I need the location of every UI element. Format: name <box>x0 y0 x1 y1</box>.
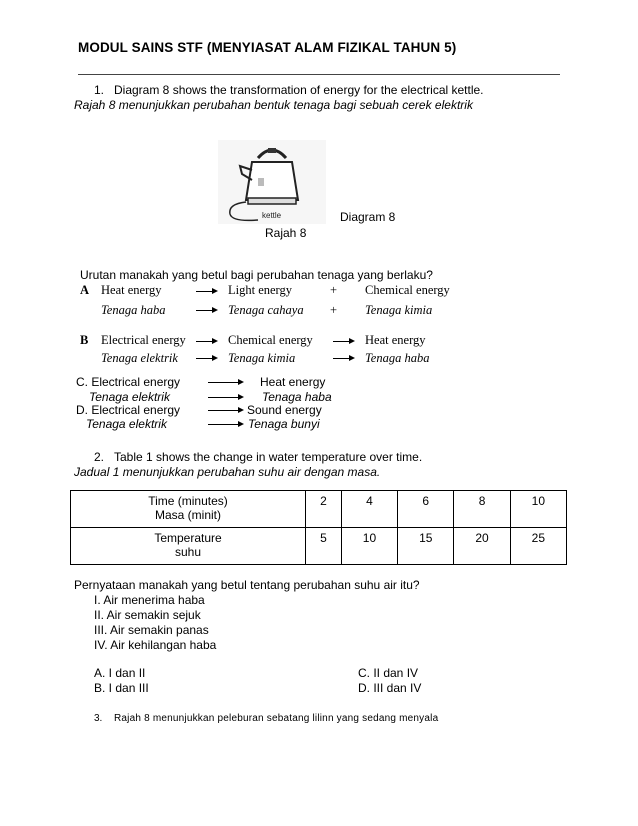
option-b-letter: B <box>80 333 89 347</box>
answer-c: C. II dan IV <box>358 666 419 680</box>
arrow-icon <box>208 424 242 425</box>
arrow-icon <box>196 310 216 311</box>
option-a-energy-1: Heat energy <box>101 283 162 297</box>
answer-b: B. I dan III <box>94 681 149 695</box>
diagram-caption-en: Diagram 8 <box>340 210 396 224</box>
answer-a: A. I dan II <box>94 666 146 680</box>
table-cell: 10 <box>510 491 566 528</box>
q1-number: 1. <box>94 83 105 97</box>
time-label-en: Time (minutes) <box>148 494 228 508</box>
time-label-ms: Masa (minit) <box>154 508 221 522</box>
q1-prompt: Urutan manakah yang betul bagi perubahan tenaga yang berlaku? <box>80 268 433 282</box>
table-cell: 10 <box>341 528 397 565</box>
table-cell: 15 <box>398 528 454 565</box>
table-cell: 6 <box>398 491 454 528</box>
option-a-letter: A <box>80 283 90 297</box>
option-b-tenaga-2: Tenaga kimia <box>228 351 296 365</box>
q3-number: 3. <box>94 713 103 724</box>
option-b-energy-2: Chemical energy <box>228 333 313 347</box>
table-row-label <box>71 528 306 565</box>
option-a-plus-2: + <box>330 303 338 317</box>
temperature-label-en: Temperature <box>154 531 222 545</box>
statement-i: I. Air menerima haba <box>94 593 205 607</box>
table-cell: 25 <box>510 528 566 565</box>
q2-prompt: Pernyataan manakah yang betul tentang perubahan suhu air itu? <box>74 578 420 592</box>
option-b-tenaga-3: Tenaga haba <box>365 351 430 365</box>
q2-text-ms: Jadual 1 menunjukkan perubahan suhu air dengan masa. <box>74 465 381 479</box>
option-a-plus: + <box>330 283 338 297</box>
table-row <box>71 528 567 565</box>
table-cell: 20 <box>454 528 510 565</box>
arrow-icon <box>208 382 242 383</box>
q3-text: Rajah 8 menunjukkan peleburan sebatang lilinn yang sedang menyala <box>114 713 439 724</box>
option-a-tenaga-3: Tenaga kimia <box>365 303 433 317</box>
table-row-label <box>71 491 306 528</box>
document-title: MODUL SAINS STF (MENYIASAT ALAM FIZIKAL TAHUN 5) <box>78 40 457 55</box>
arrow-icon <box>196 291 216 292</box>
arrow-icon <box>333 341 353 342</box>
diagram-caption-ms: Rajah 8 <box>265 226 307 240</box>
option-c-energy-2: Heat energy <box>260 375 326 389</box>
option-d-energy-1: D. Electrical energy <box>76 403 181 417</box>
statement-iv: IV. Air kehilangan haba <box>94 638 217 652</box>
table-row <box>71 491 567 528</box>
arrow-icon <box>208 410 242 411</box>
table-cell: 2 <box>306 491 342 528</box>
arrow-icon <box>333 358 353 359</box>
option-c-energy-1: C. Electrical energy <box>76 375 181 389</box>
header-divider <box>78 74 560 75</box>
option-c-tenaga-1: Tenaga elektrik <box>89 390 170 404</box>
arrow-icon <box>208 397 242 398</box>
option-a-energy-3: Chemical energy <box>365 283 450 297</box>
option-d-tenaga-2: Tenaga bunyi <box>248 417 320 431</box>
statement-ii: II. Air semakin sejuk <box>94 608 201 622</box>
temperature-table <box>70 490 567 565</box>
option-c-tenaga-2: Tenaga haba <box>262 390 332 404</box>
option-b-tenaga-1: Tenaga elektrik <box>101 351 178 365</box>
table-cell: 4 <box>341 491 397 528</box>
answer-d: D. III dan IV <box>358 681 422 695</box>
kettle-image <box>218 140 326 224</box>
q1-text-ms: Rajah 8 menunjukkan perubahan bentuk tenaga bagi sebuah cerek elektrik <box>74 98 473 112</box>
temperature-label-ms: suhu <box>174 545 202 559</box>
arrow-icon <box>196 341 216 342</box>
option-a-energy-2: Light energy <box>228 283 292 297</box>
arrow-icon <box>196 358 216 359</box>
option-a-tenaga-1: Tenaga haba <box>101 303 166 317</box>
q2-text-en: Table 1 shows the change in water temperature over time. <box>114 450 423 464</box>
kettle-icon <box>218 140 326 224</box>
option-a-tenaga-2: Tenaga cahaya <box>228 303 304 317</box>
q2-number: 2. <box>94 450 105 464</box>
q1-text-en: Diagram 8 shows the transformation of energy for the electrical kettle. <box>114 83 484 97</box>
option-d-energy-2: Sound energy <box>247 403 322 417</box>
option-b-energy-1: Electrical energy <box>101 333 186 347</box>
table-cell: 5 <box>306 528 342 565</box>
kettle-label: kettle <box>262 211 282 220</box>
option-d-tenaga-1: Tenaga elektrik <box>86 417 167 431</box>
table-cell: 8 <box>454 491 510 528</box>
option-b-energy-3: Heat energy <box>365 333 426 347</box>
statement-iii: III. Air semakin panas <box>94 623 209 637</box>
